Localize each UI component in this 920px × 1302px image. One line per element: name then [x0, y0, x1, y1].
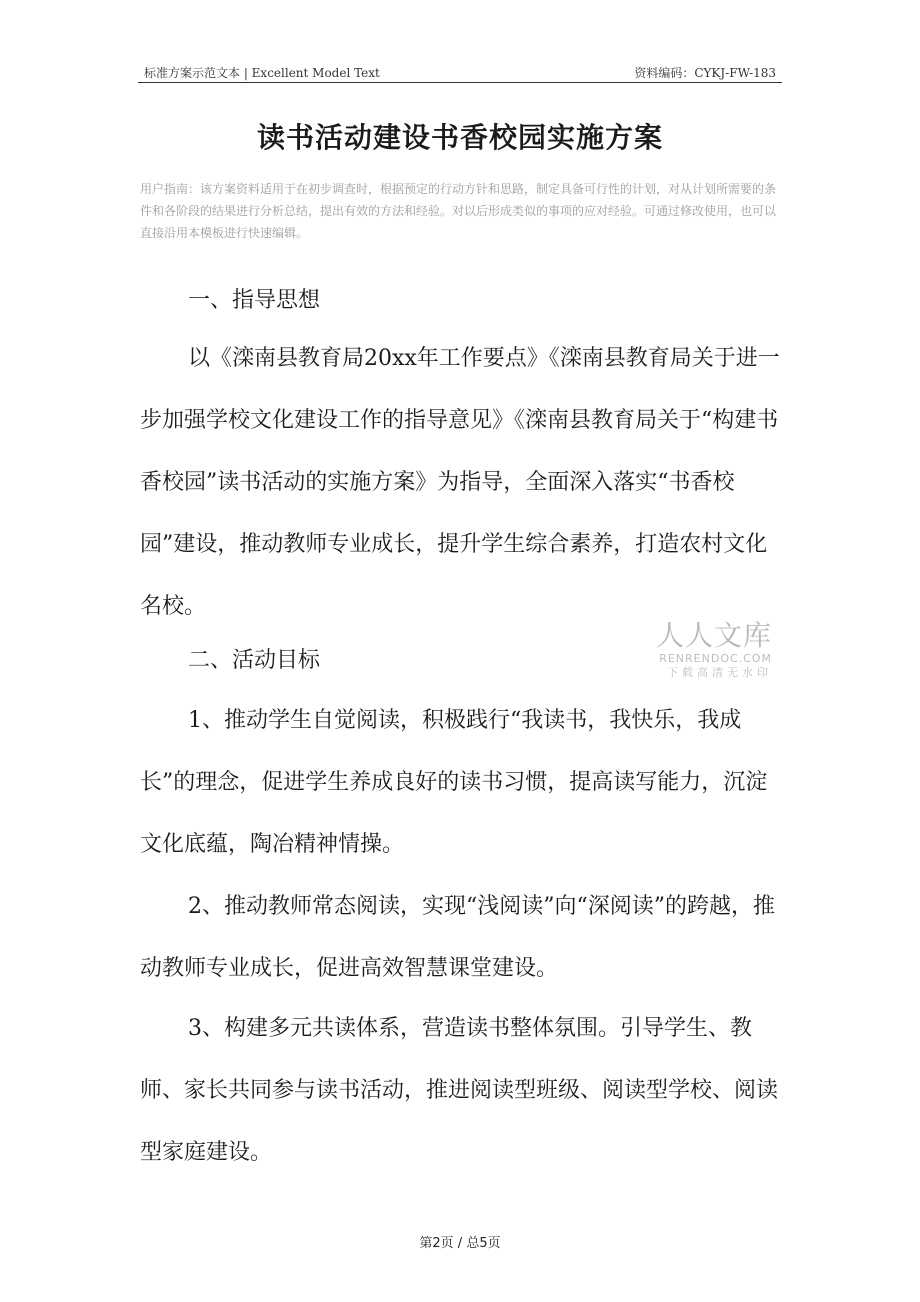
goal-item-2: 2、推动教师常态阅读，实现“浅阅读”向“深阅读”的跨越，推动教师专业成长，促进高效智慧课堂建设。 [140, 894, 775, 981]
user-guide-note: 用户指南：该方案资料适用于在初步调查时，根据预定的行动方针和思路，制定具备可行性的计划，对从计划所需要的条件和各阶段的结果进行分析总结，提出有效的方法和经验。对以后形成类似的事项的应对经验。可通过修改使用，也可以直接沿用本模板进行快速编辑。 [140, 182, 777, 240]
watermark-domain-text: RENRENDOC.COM [659, 652, 772, 665]
page-header [138, 60, 782, 83]
page-number: 第2页 / 总5页 [419, 1236, 501, 1251]
header-left-text: 标准方案示范文本 | Excellent Model Text [144, 66, 380, 80]
header-doc-code: 资料编码：CYKJ-FW-183 [634, 66, 776, 80]
section-heading-activity-goals: 二、活动目标 [188, 648, 321, 673]
goal-item-1: 1、推动学生自觉阅读，积极践行“我读书，我快乐，我成长”的理念，促进学生养成良好的读书习惯，提高读写能力，沉淀文化底蕴，陶冶精神情操。 [140, 708, 768, 857]
watermark-main-text: 人人文库 [655, 619, 772, 652]
document-title: 读书活动建设书香校园实施方案 [256, 121, 663, 154]
watermark-tagline: 下载高清无水印 [667, 666, 772, 679]
watermark-logo [648, 620, 772, 680]
section-heading-guiding-ideology: 一、指导思想 [188, 288, 321, 313]
section-body-guiding-ideology: 以《滦南县教育局20xx年工作要点》《滦南县教育局关于进一步加强学校文化建设工作的指导意见》《滦南县教育局关于“构建书香校园”读书活动的实施方案》为指导，全面深入落实“书香校园”建设，推动教师专业成长，提升学生综合素养，打造农村文化名校。 [140, 346, 780, 619]
goal-item-3: 3、构建多元共读体系，营造读书整体氛围。引导学生、教师、家长共同参与读书活动，推进阅读型班级、阅读型学校、阅读型家庭建设。 [140, 1016, 779, 1165]
